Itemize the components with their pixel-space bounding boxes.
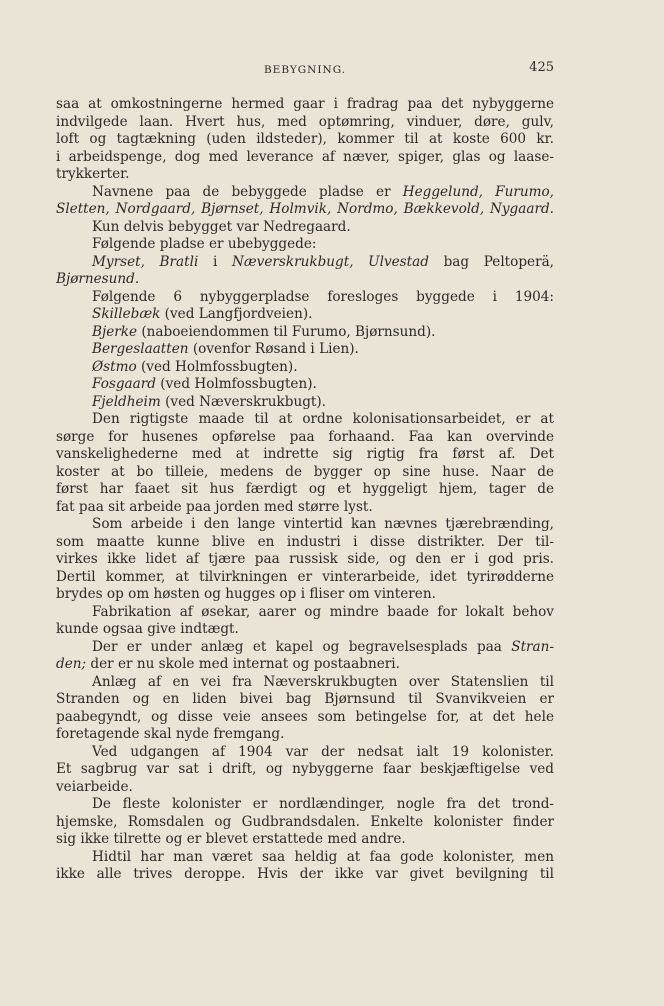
text-run: (naboeiendommen til Furumo, Bjørnsund).: [137, 323, 436, 340]
text-line: [56, 831, 554, 849]
italic-name: Sletten, Nordgaard, Bjørnset, Holmvik, Nordmo, Bækkevold, Nygaard.: [56, 201, 554, 217]
text-run: først har faaet sit hus færdigt og et hyggeligt hjem, tager de: [56, 481, 554, 497]
text-line: [56, 114, 554, 132]
text-line: [56, 674, 554, 692]
text-run: brydes op om høsten og hugges op i fliser om vinteren.: [56, 586, 436, 602]
text-line: [56, 726, 554, 744]
text-run: veiarbeide.: [56, 778, 133, 795]
text-line: [56, 376, 554, 394]
page-header: [56, 60, 554, 82]
text-run: Der er under anlæg et kapel og begravelsesplads paa: [92, 638, 512, 655]
text-line: [56, 814, 554, 832]
text-run: Et sagbrug var sat i drift, og nybyggerne faar beskjæftigelse ved: [56, 761, 554, 777]
text-line: [56, 394, 554, 412]
italic-name: Bjørnesund.: [56, 271, 140, 287]
text-line: [56, 271, 554, 289]
italic-name: Fosgaard: [92, 376, 156, 392]
text-line: [56, 796, 554, 814]
text-line: [56, 569, 554, 587]
text-line: [56, 481, 554, 499]
text-line: [56, 324, 554, 342]
text-line: [56, 761, 554, 779]
text-line: [56, 604, 554, 622]
text-run: De fleste kolonister er nordlændinger, nogle fra det trond-: [92, 796, 554, 812]
text-run: loft og tagtækning (uden ildsteder), kommer til at koste 600 kr.: [56, 131, 554, 147]
italic-name: Heggelund, Furumo,: [402, 183, 554, 200]
text-run: Stranden og en liden bivei bag Bjørnsund til Svanvikveien er: [56, 691, 554, 707]
text-line: [56, 516, 554, 534]
text-line: [56, 691, 554, 709]
text-run: sørge for husenes opførelse paa forhaand. Faa kan overvinde: [56, 428, 554, 445]
text-run: (ved Langfjordveien).: [160, 306, 313, 322]
text-run: vanskelighederne med at indrette sig rigtig fra først af. Det: [56, 446, 554, 462]
italic-name: Bergeslaatten: [92, 341, 189, 357]
text-line: [56, 849, 554, 867]
text-run: paabegyndt, og disse veie ansees som betingelse for, at det hele: [56, 708, 554, 725]
text-line: [56, 411, 554, 429]
text-run: foretagende skal nyde fremgang.: [56, 726, 285, 742]
text-run: (ved Holmfossbugten).: [136, 358, 298, 375]
italic-name: Fjeldheim: [92, 393, 161, 410]
text-line: [56, 201, 554, 219]
text-line: [56, 289, 554, 307]
text-line: [56, 621, 554, 639]
text-line: [56, 184, 554, 202]
text-run: Hidtil har man været saa heldig at faa gode kolonister, men: [92, 848, 554, 865]
text-line: [56, 586, 554, 604]
text-line: [56, 744, 554, 762]
text-run: Ved udgangen af 1904 var der nedsat ialt 19 kolonister.: [92, 743, 554, 760]
text-run: Kun delvis bebygget var Nedregaard.: [92, 218, 351, 235]
italic-name: Skillebæk: [92, 306, 161, 322]
text-line: [56, 639, 554, 657]
text-line: [56, 236, 554, 254]
text-line: [56, 866, 554, 884]
text-line: [56, 131, 554, 149]
running-head: BEBYGNING.: [263, 64, 347, 76]
text-run: i: [198, 253, 232, 270]
text-run: virkes ikke lidet af tjære paa russisk side, og den er i god pris.: [56, 551, 554, 567]
text-run: sig ikke tilrette og er blevet erstattede med andre.: [56, 831, 406, 847]
text-run: som maatte kunne blive en industri i disse distrikter. Der til-: [56, 533, 554, 550]
text-line: [56, 551, 554, 569]
text-run: indvilgede laan. Hvert hus, med optømring, vinduer, døre, gulv,: [56, 113, 554, 130]
text-run: der er nu skole med internat og postaabneri.: [86, 656, 400, 672]
italic-name: Stran-: [511, 638, 554, 655]
text-run: (ved Næverskrukbugt).: [160, 393, 326, 410]
text-line: [56, 464, 554, 482]
text-run: Navnene paa de bebyggede pladse er: [92, 183, 403, 200]
text-run: Anlæg af en vei fra Næverskrukbugten over Statenslien til: [92, 673, 554, 690]
text-run: Følgende pladse er ubebyggede:: [92, 236, 317, 252]
text-line: [56, 149, 554, 167]
text-run: trykkerter.: [56, 166, 130, 182]
italic-name: Østmo: [92, 358, 137, 375]
text-line: [56, 96, 554, 114]
text-run: kunde ogsaa give indtægt.: [56, 621, 239, 637]
text-run: ikke alle trives deroppe. Hvis der ikke var givet bevilgning til: [56, 866, 554, 882]
text-line: [56, 779, 554, 797]
text-run: koster at bo tilleie, medens de bygger op sine huse. Naar de: [56, 463, 554, 480]
text-run: (ved Holmfossbugten).: [155, 376, 317, 392]
text-line: [56, 219, 554, 237]
text-run: i arbeidspenge, dog med leverance af næver, spiger, glas og laase-: [56, 148, 554, 165]
text-run: bag Peltoperä,: [428, 253, 554, 270]
text-line: [56, 254, 554, 272]
text-run: Som arbeide i den lange vintertid kan nævnes tjærebrænding,: [92, 516, 554, 532]
text-line: [56, 429, 554, 447]
italic-name: Myrset, Bratli: [92, 253, 199, 270]
text-line: [56, 656, 554, 674]
text-line: [56, 709, 554, 727]
text-line: [56, 534, 554, 552]
text-run: Dertil kommer, at tilvirkningen er vinterarbeide, idet tyrirødderne: [56, 568, 554, 585]
text-run: (ovenfor Røsand i Lien).: [188, 341, 359, 357]
text-run: saa at omkostningerne hermed gaar i fradrag paa det nybyggerne: [56, 96, 554, 112]
body-text: [56, 96, 554, 884]
text-line: [56, 306, 554, 324]
text-line: [56, 446, 554, 464]
text-run: Den rigtigste maade til at ordne kolonisationsarbeidet, er at: [92, 411, 554, 427]
italic-name: den;: [56, 656, 87, 672]
page-number: 425: [529, 60, 554, 75]
text-line: [56, 166, 554, 184]
text-line: [56, 359, 554, 377]
text-run: hjemske, Romsdalen og Gudbrandsdalen. Enkelte kolonister finder: [56, 813, 554, 830]
text-line: [56, 499, 554, 517]
text-run: Fabrikation af øsekar, aarer og mindre baade for lokalt behov: [92, 603, 554, 620]
text-run: Følgende 6 nybyggerpladse foresloges byggede i 1904:: [92, 288, 554, 305]
italic-name: Næverskrukbugt, Ulvestad: [231, 253, 429, 270]
italic-name: Bjerke: [92, 323, 138, 340]
text-line: [56, 341, 554, 359]
text-run: fat paa sit arbeide paa jorden med større lyst.: [56, 498, 373, 515]
